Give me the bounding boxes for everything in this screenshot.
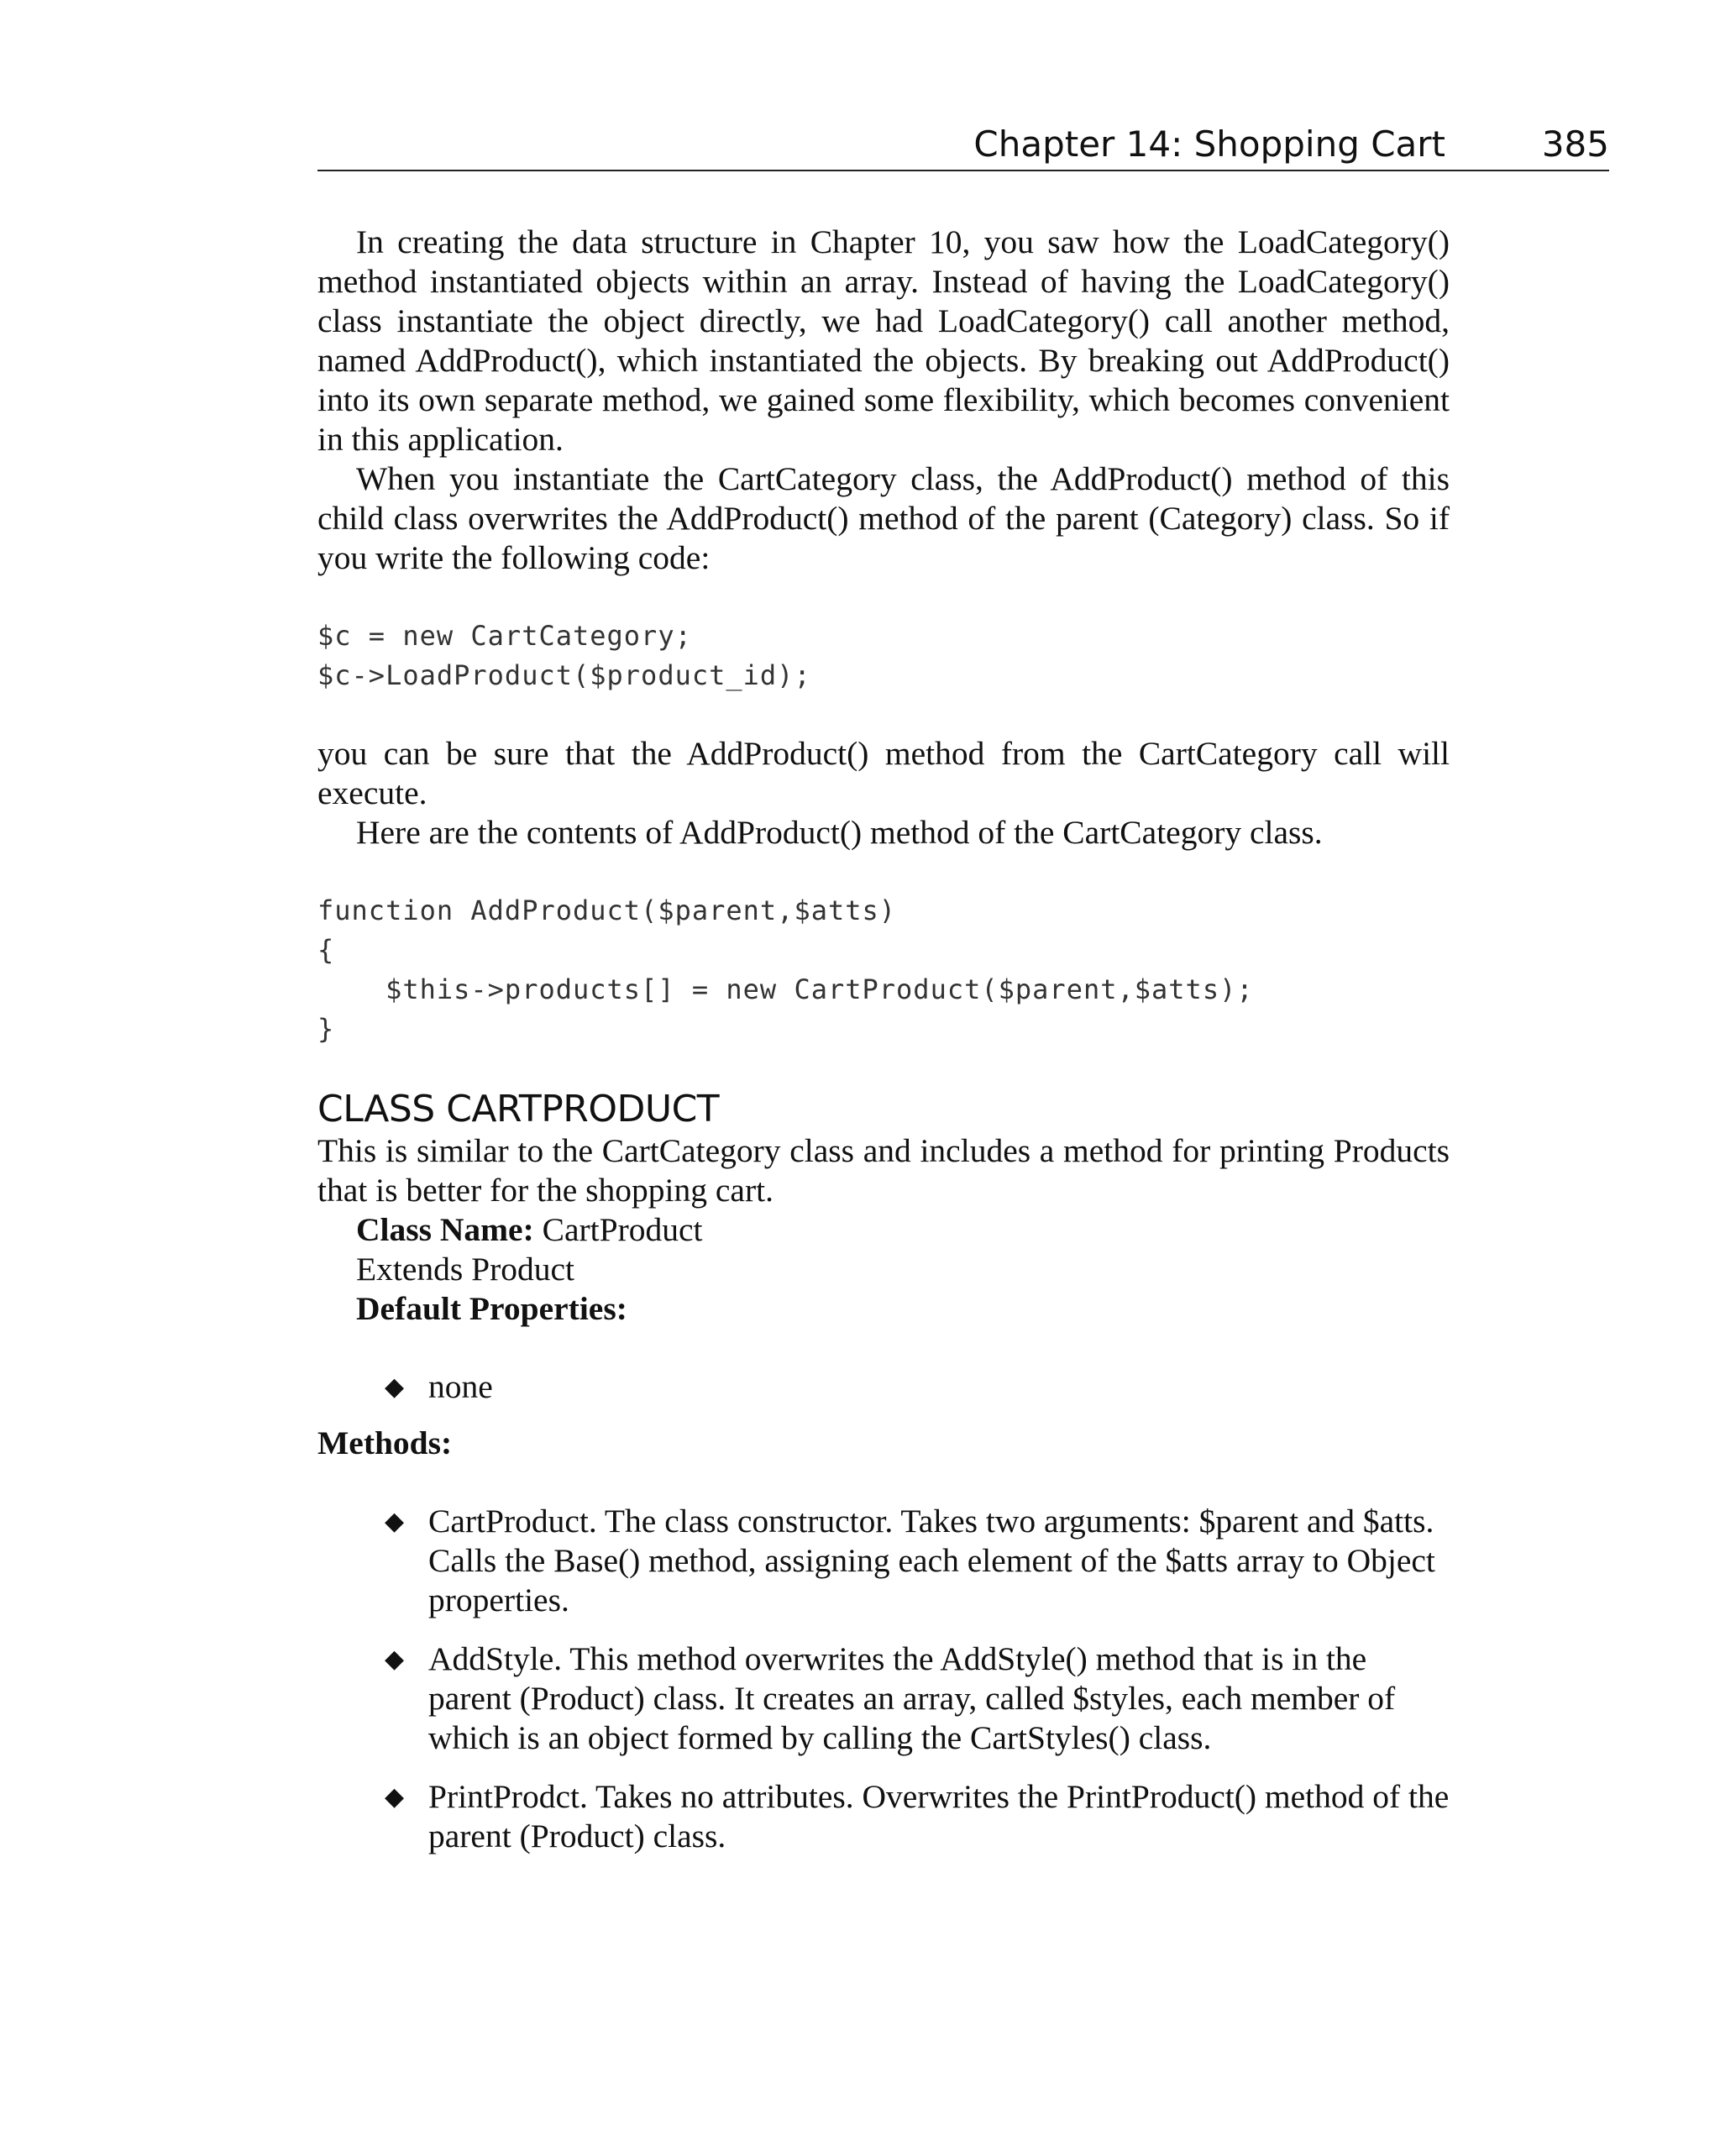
method-text: CartProduct. The class constructor. Takes two arguments: $parent and $atts. Calls the Base() method, assigning each element of the $atts array to Object properties.	[428, 1503, 1435, 1618]
paragraph-execute: you can be sure that the AddProduct() method from the CartCategory call will execute.	[317, 735, 1450, 811]
list-item	[317, 1639, 1450, 1758]
list-item	[317, 1502, 1450, 1620]
diamond-bullet-icon: ◆	[385, 1782, 405, 1812]
paragraph-data-structure: In creating the data structure in Chapter 10, you saw how the LoadCategory() method instantiated objects within an array. Instead of having the LoadCategory() class instantiate the object directly, we had LoadCategory() call another method, named AddProduct(), which instantiated the objects. By breaking out AddProduct() into its own separate method, we gained some flexibility, which becomes convenient in this application.	[317, 223, 1450, 458]
list-item	[317, 1367, 1450, 1407]
diamond-bullet-icon: ◆	[385, 1507, 405, 1536]
diamond-bullet-icon: ◆	[385, 1645, 405, 1674]
code-block-addproduct: function AddProduct($parent,$atts) { $this->products[] = new CartProduct($parent,$atts); }	[317, 894, 1254, 1045]
default-properties-label: Default Properties:	[356, 1290, 627, 1327]
paragraph-contents: Here are the contents of AddProduct() method of the CartCategory class.	[356, 814, 1323, 851]
properties-list	[317, 1367, 1450, 1407]
code-block-cartcategory: $c = new CartCategory; $c->LoadProduct($product_id);	[317, 620, 811, 691]
class-name-value: CartProduct	[533, 1211, 703, 1248]
property-text: none	[428, 1368, 493, 1405]
diamond-bullet-icon: ◆	[385, 1372, 405, 1402]
method-text: AddStyle. This method overwrites the AddStyle() method that is in the parent (Product) class. It creates an array, called $styles, each member of which is an object formed by calling the CartStyles() class.	[428, 1640, 1396, 1756]
page-header	[317, 116, 1609, 171]
method-text: PrintProdct. Takes no attributes. Overwrites the PrintProduct() method of the parent (Product) class.	[428, 1778, 1450, 1854]
page-body	[317, 223, 1450, 1875]
methods-label: Methods:	[317, 1424, 453, 1461]
running-title: Chapter 14: Shopping Cart	[973, 123, 1445, 165]
page-number: 385	[1541, 123, 1609, 165]
paragraph-instantiate: When you instantiate the CartCategory class, the AddProduct() method of this child class overwrites the AddProduct() method of the parent (Category) class. So if you write the following code:	[317, 460, 1450, 576]
class-name-label: Class Name:	[356, 1211, 534, 1248]
list-item	[317, 1777, 1450, 1856]
extends-line: Extends Product	[356, 1251, 575, 1288]
class-name-line	[317, 1210, 1450, 1250]
section-heading: CLASS CARTPRODUCT	[317, 1088, 720, 1130]
methods-list	[317, 1502, 1450, 1856]
section-intro: This is similar to the CartCategory class and includes a method for printing Products that is better for the shopping cart.	[317, 1132, 1450, 1209]
